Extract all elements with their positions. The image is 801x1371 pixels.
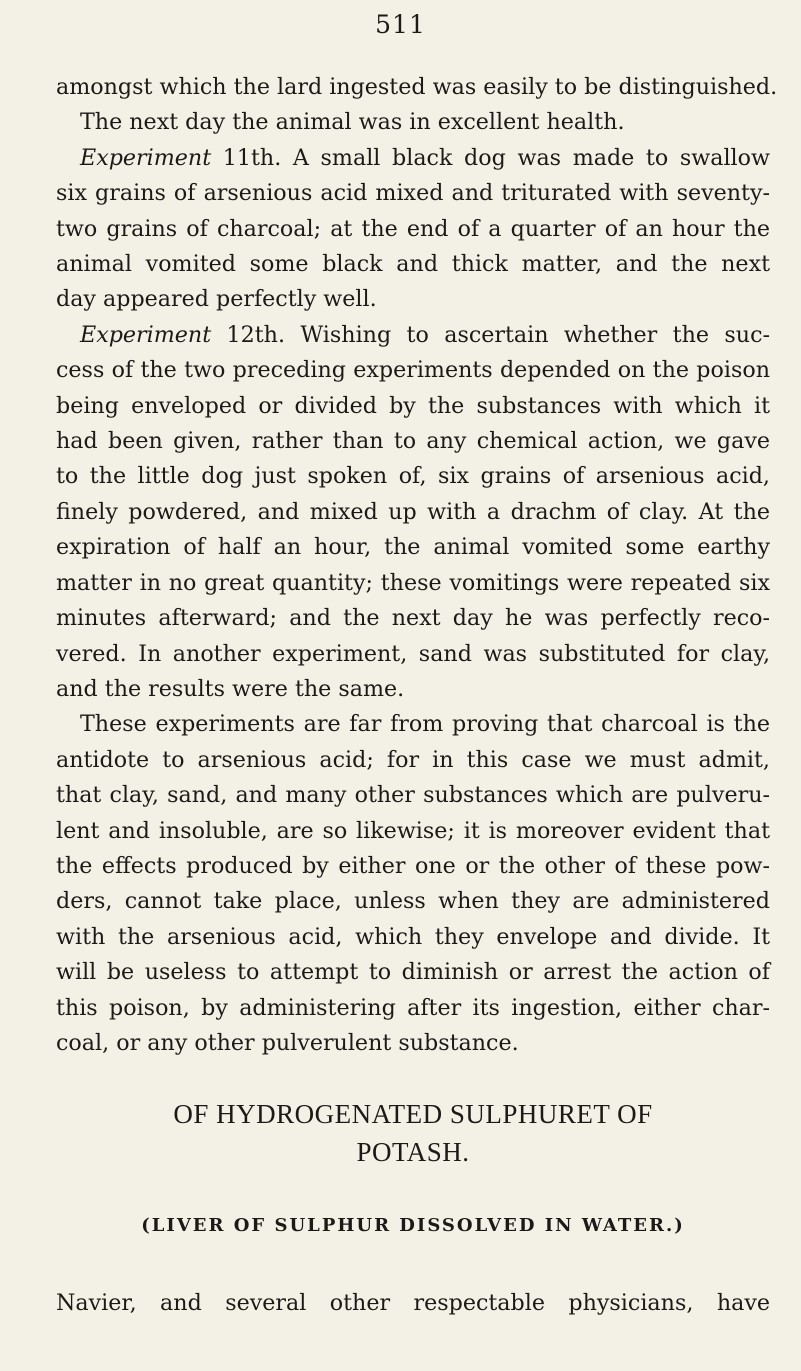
page-number: 511	[375, 10, 426, 39]
text-line-content: matter in no great quantity; these vomitings were repeated six	[56, 569, 770, 596]
text-line-content: the effects produced by either one or the other of these pow-	[56, 852, 770, 879]
text-line	[56, 566, 770, 601]
text-line-content: minutes afterward; and the next day he was perfectly reco-	[56, 605, 770, 632]
text-line-content: expiration of half an hour, the animal vomited some earthy	[56, 534, 770, 561]
section-subheading: (LIVER OF SULPHUR DISSOLVED IN WATER.)	[141, 1215, 685, 1236]
text-line-content: animal vomited some black and thick matter, and the next	[56, 251, 770, 278]
text-line	[56, 105, 770, 140]
text-line	[56, 212, 770, 247]
text-line-content: had been given, rather than to any chemical action, we gave	[56, 428, 770, 455]
text-line-content: with the arsenious acid, which they envelope and divide. It	[56, 923, 770, 950]
text-line-content: ders, cannot take place, unless when they are administered	[56, 888, 770, 915]
text-line-content: to the little dog just spoken of, six grains of arsenious acid,	[56, 463, 770, 490]
text-line-content: The next day the animal was in excellent health.	[80, 109, 625, 136]
text-line-content: vered. In another experiment, sand was substituted for clay,	[56, 640, 770, 667]
section-heading-line-1: OF HYDROGENATED SULPHURET OF	[173, 1099, 653, 1129]
text-line	[56, 955, 770, 990]
text-line-content: being enveloped or divided by the substances with which it	[56, 392, 770, 419]
text-line	[56, 318, 770, 353]
text-line-content: that clay, sand, and many other substances which are pulveru-	[56, 782, 770, 809]
text-line	[56, 707, 770, 742]
text-line	[56, 849, 770, 884]
text-line	[56, 601, 770, 636]
text-line-content: day appeared perfectly well.	[56, 286, 377, 313]
text-line-content: amongst which the lard ingested was easily to be distinguished.	[56, 74, 778, 100]
text-line-content: These experiments are far from proving that charcoal is the	[80, 711, 770, 738]
text-line	[56, 459, 770, 494]
text-line	[56, 424, 770, 459]
text-line-content: 12th. Wishing to ascertain whether the suc-	[211, 321, 770, 348]
text-line-content: two grains of charcoal; at the end of a quarter of an hour the	[56, 215, 770, 242]
text-line	[56, 353, 770, 388]
text-line	[56, 141, 770, 176]
text-line	[56, 672, 770, 707]
section-heading-line-2: POTASH.	[356, 1137, 470, 1167]
final-line: Navier, and several other respectable physicians, have	[56, 1290, 770, 1316]
text-line-content: antidote to arsenious acid; for in this case we must admit,	[56, 746, 770, 773]
text-line	[56, 743, 770, 778]
text-line	[56, 778, 770, 813]
text-line	[56, 530, 770, 565]
experiment-label: Experiment	[80, 144, 212, 171]
text-line-content: finely powdered, and mixed up with a drachm of clay. At the	[56, 498, 770, 525]
text-line-content: this poison, by administering after its ingestion, either char-	[56, 994, 770, 1021]
text-line-content: 11th. A small black dog was made to swallow	[211, 144, 770, 171]
text-line-content: will be useless to attempt to diminish or arrest the action of	[56, 959, 770, 986]
text-line	[56, 176, 770, 211]
text-line	[56, 1026, 770, 1061]
text-line	[56, 637, 770, 672]
text-line	[56, 282, 770, 317]
text-line-content: lent and insoluble, are so likewise; it is moreover evident that	[56, 817, 770, 844]
text-line	[56, 920, 770, 955]
text-line	[56, 495, 770, 530]
text-line	[56, 991, 770, 1026]
text-line-content: coal, or any other pulverulent substance.	[56, 1029, 519, 1056]
body-text	[56, 70, 778, 1061]
text-line	[56, 884, 770, 919]
experiment-label: Experiment	[80, 321, 212, 348]
text-line	[56, 814, 770, 849]
text-line	[56, 247, 770, 282]
text-line	[56, 70, 778, 105]
text-line-content: six grains of arsenious acid mixed and triturated with seventy-	[56, 180, 770, 207]
text-line-content: and the results were the same.	[56, 675, 405, 702]
text-line-content: cess of the two preceding experiments depended on the poison	[56, 357, 770, 384]
text-line	[56, 389, 770, 424]
